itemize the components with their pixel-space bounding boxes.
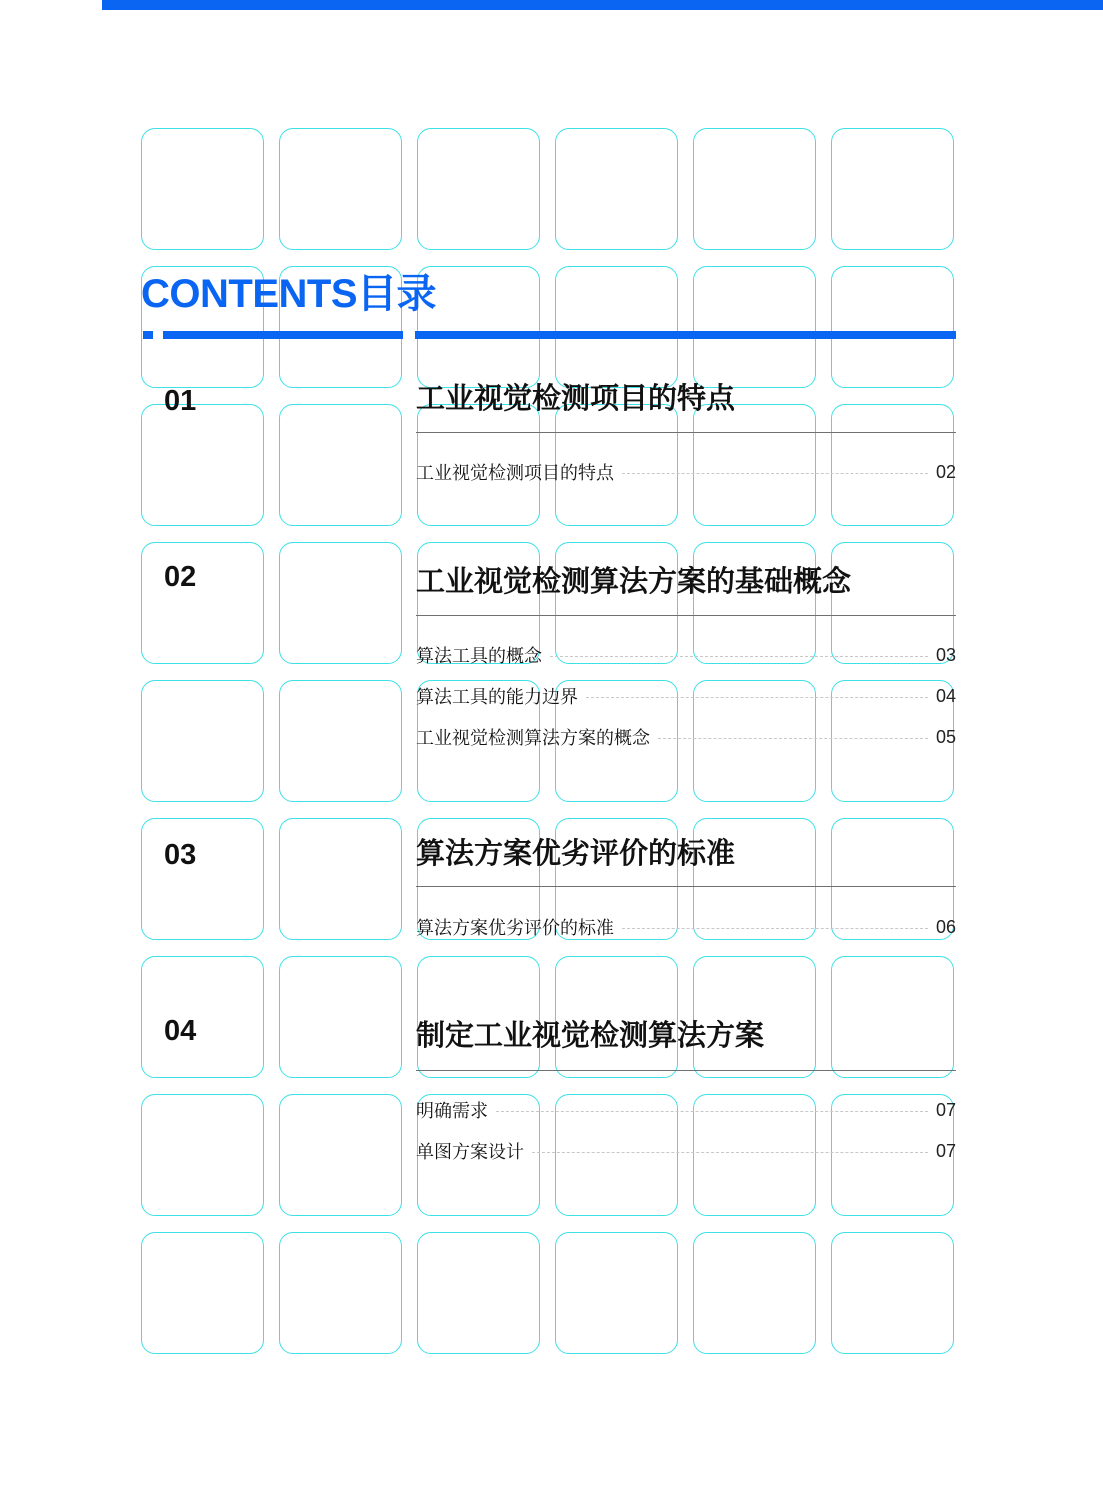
section-divider: [416, 615, 956, 616]
section-heading: 工业视觉检测算法方案的基础概念: [416, 566, 852, 598]
section-heading: 工业视觉检测项目的特点: [416, 383, 736, 415]
toc-entry-page: 06: [935, 916, 956, 937]
dotted-leader: [622, 473, 928, 474]
toc-entry[interactable]: [416, 915, 956, 939]
section-divider: [416, 432, 956, 433]
grid-cell: [141, 956, 264, 1078]
toc-entry-page: 02: [935, 461, 956, 482]
dotted-leader: [496, 1111, 928, 1112]
grid-cell: [693, 128, 816, 250]
toc-entry-label: 工业视觉检测项目的特点: [416, 463, 614, 483]
toc-entry-page: 07: [935, 1140, 956, 1161]
page-title: CONTENTS目录: [141, 272, 436, 316]
section-heading: 制定工业视觉检测算法方案: [416, 1020, 765, 1052]
toc-entry-page: 03: [935, 644, 956, 665]
grid-cell: [141, 1232, 264, 1354]
toc-entry-page: 07: [935, 1099, 956, 1120]
grid-cell: [831, 1232, 954, 1354]
grid-cell: [141, 404, 264, 526]
toc-entry[interactable]: [416, 684, 956, 708]
grid-cell: [141, 542, 264, 664]
dotted-leader: [622, 928, 928, 929]
title-rule: [415, 331, 956, 339]
grid-cell: [279, 1232, 402, 1354]
grid-cell: [279, 956, 402, 1078]
toc-entry-label: 明确需求: [416, 1101, 488, 1121]
title-rule: [163, 331, 403, 339]
grid-cell: [279, 818, 402, 940]
grid-cell: [141, 680, 264, 802]
toc-entry-label: 工业视觉检测算法方案的概念: [416, 728, 650, 748]
section-number: 03: [164, 839, 197, 871]
title-rule-dot: [143, 331, 153, 339]
toc-entry-page: 05: [935, 726, 956, 747]
grid-cell: [279, 542, 402, 664]
toc-entry[interactable]: [416, 643, 956, 667]
grid-cell: [831, 956, 954, 1078]
grid-cell: [417, 1232, 540, 1354]
grid-cell: [279, 1094, 402, 1216]
section-number: 04: [164, 1015, 197, 1047]
grid-cell: [279, 680, 402, 802]
grid-cell: [831, 266, 954, 388]
toc-entry[interactable]: [416, 1139, 956, 1163]
grid-cell: [279, 404, 402, 526]
top-accent-bar: [102, 0, 1103, 10]
grid-cell: [555, 128, 678, 250]
section-divider: [416, 1070, 956, 1071]
toc-entry[interactable]: [416, 725, 956, 749]
toc-entry-label: 单图方案设计: [416, 1142, 524, 1162]
toc-entry-page: 04: [935, 685, 956, 706]
toc-entry[interactable]: [416, 1098, 956, 1122]
grid-cell: [555, 1232, 678, 1354]
grid-cell: [141, 818, 264, 940]
dotted-leader: [586, 697, 928, 698]
section-number: 02: [164, 561, 197, 593]
toc-entry[interactable]: [416, 460, 956, 484]
toc-entry-label: 算法工具的概念: [416, 646, 542, 666]
grid-cell: [693, 266, 816, 388]
dotted-leader: [532, 1152, 928, 1153]
section-divider: [416, 886, 956, 887]
grid-cell: [693, 1232, 816, 1354]
toc-entry-label: 算法方案优劣评价的标准: [416, 918, 614, 938]
grid-cell: [141, 128, 264, 250]
dotted-leader: [658, 738, 928, 739]
dotted-leader: [550, 656, 928, 657]
grid-cell: [831, 128, 954, 250]
section-heading: 算法方案优劣评价的标准: [416, 838, 736, 870]
grid-cell: [279, 128, 402, 250]
toc-entry-label: 算法工具的能力边界: [416, 687, 578, 707]
grid-cell: [417, 128, 540, 250]
grid-cell: [555, 266, 678, 388]
grid-cell: [141, 1094, 264, 1216]
section-number: 01: [164, 385, 197, 417]
